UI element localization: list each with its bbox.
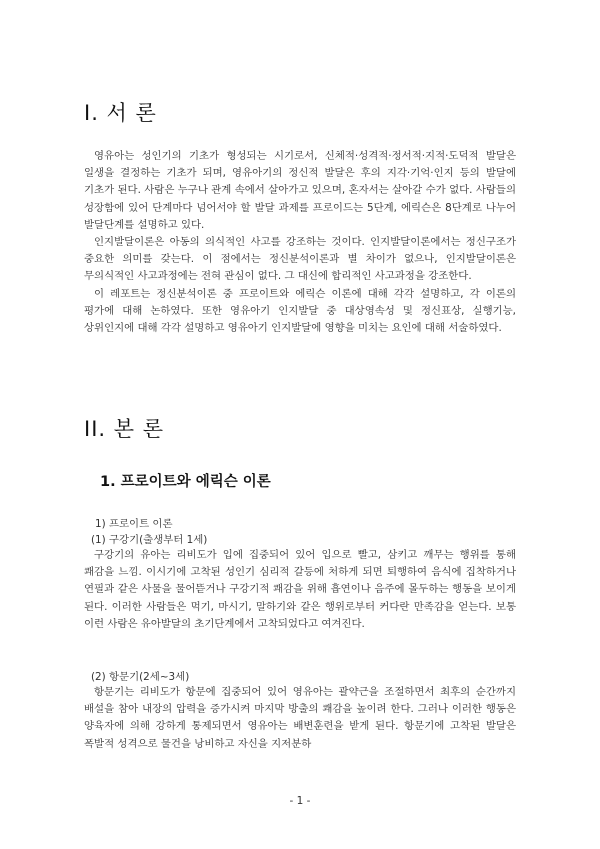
stage-anal-title: (2) 항문기(2세~3세) <box>91 671 190 683</box>
intro-paragraph-3: 이 레포트는 정신분석이론 중 프로이트와 에릭슨 이론에 대해 각각 설명하고, 각 이론의 평가에 대해 논하였다. 또한 영유아기 인지발달 중 대상영속성 및 정신표상, 실행기능, 상위인지에 대해 각각 설명하고 영유아기 인지발달에 영향을 미치는 요인에 대해 서술하였다. <box>84 287 516 335</box>
stage-oral-text: 구강기의 유아는 리비도가 입에 집중되어 있어 입으로 빨고, 삼키고 깨무는 행위를 통해 쾌감을 느낌. 이시기에 고착된 성인기 심리적 갈등에 처하게 되면 퇴행하여 음식에 집착하거나 연필과 같은 사물을 물어뜯거나 구강기적 쾌감을 위해 흡연이나 음주에 몰두하는 행동을 보이게 된다. 이러한 사람들은 먹기, 마시기, 말하기와 같은 행위로부터 커다란 만족감을 얻는다. 보통 이런 사람은 유아발달의 초기단계에서 고착되었다고 여겨진다. <box>84 549 516 630</box>
intro-paragraph-2: 인지발달이론은 아동의 의식적인 사고를 강조하는 것이다. 인지발달이론에서는 정신구조가 중요한 의미를 갖는다. 이 점에서는 정신분석이론과 별 차이가 없으나, 인지발달이론은 무의식적인 사고과정에는 전혀 관심이 없다. 그 대신에 합리적인 사고과정을 강조한다. <box>84 236 516 283</box>
page-number: - 1 - <box>289 795 311 807</box>
stage-anal-text: 항문기는 리비도가 항문에 집중되어 있어 영유아는 괄약근을 조절하면서 최후의 순간까지 배설을 참아 내장의 압력을 증가시켜 마지막 방출의 쾌감을 높이려 한다. 그러나 이러한 행동은 양육자에 의해 강하게 통제되면서 영유아는 배변훈련을 받게 된다. 항문기에 고착된 발달은 폭발적 성격으로 물건을 낭비하고 자신을 지저분하 <box>84 686 516 750</box>
body-heading: II. 본 론 <box>84 417 164 441</box>
stage-anal-body <box>84 684 516 753</box>
subsection-freud-title: 1) 프로이트 이론 <box>95 518 173 530</box>
intro-heading: I. 서 론 <box>84 101 157 125</box>
stage-oral-title: (1) 구강기(출생부터 1세) <box>91 534 208 546</box>
intro-paragraph-1: 영유아는 성인기의 기초가 형성되는 시기로서, 신체적·성격적·정서적·지적·도덕적 발달은 일생을 결정하는 기초가 되며, 영유아기의 정신적 발달은 후의 지각·기억·인지 등의 발달에 기초가 된다. 사람은 누구나 관계 속에서 살아가고 있으며, 혼자서는 살아갈 수가 없다. 사람들의 성장함에 있어 단계마다 넘어서야 할 발달 과제를 프로이드는 5단계, 에릭슨은 8단계로 나누어 발달단계를 설명하고 있다. <box>84 150 516 231</box>
intro-body <box>84 148 516 337</box>
stage-oral-body <box>84 547 516 633</box>
section-1-title: 1. 프로이트와 에릭슨 이론 <box>100 474 271 490</box>
